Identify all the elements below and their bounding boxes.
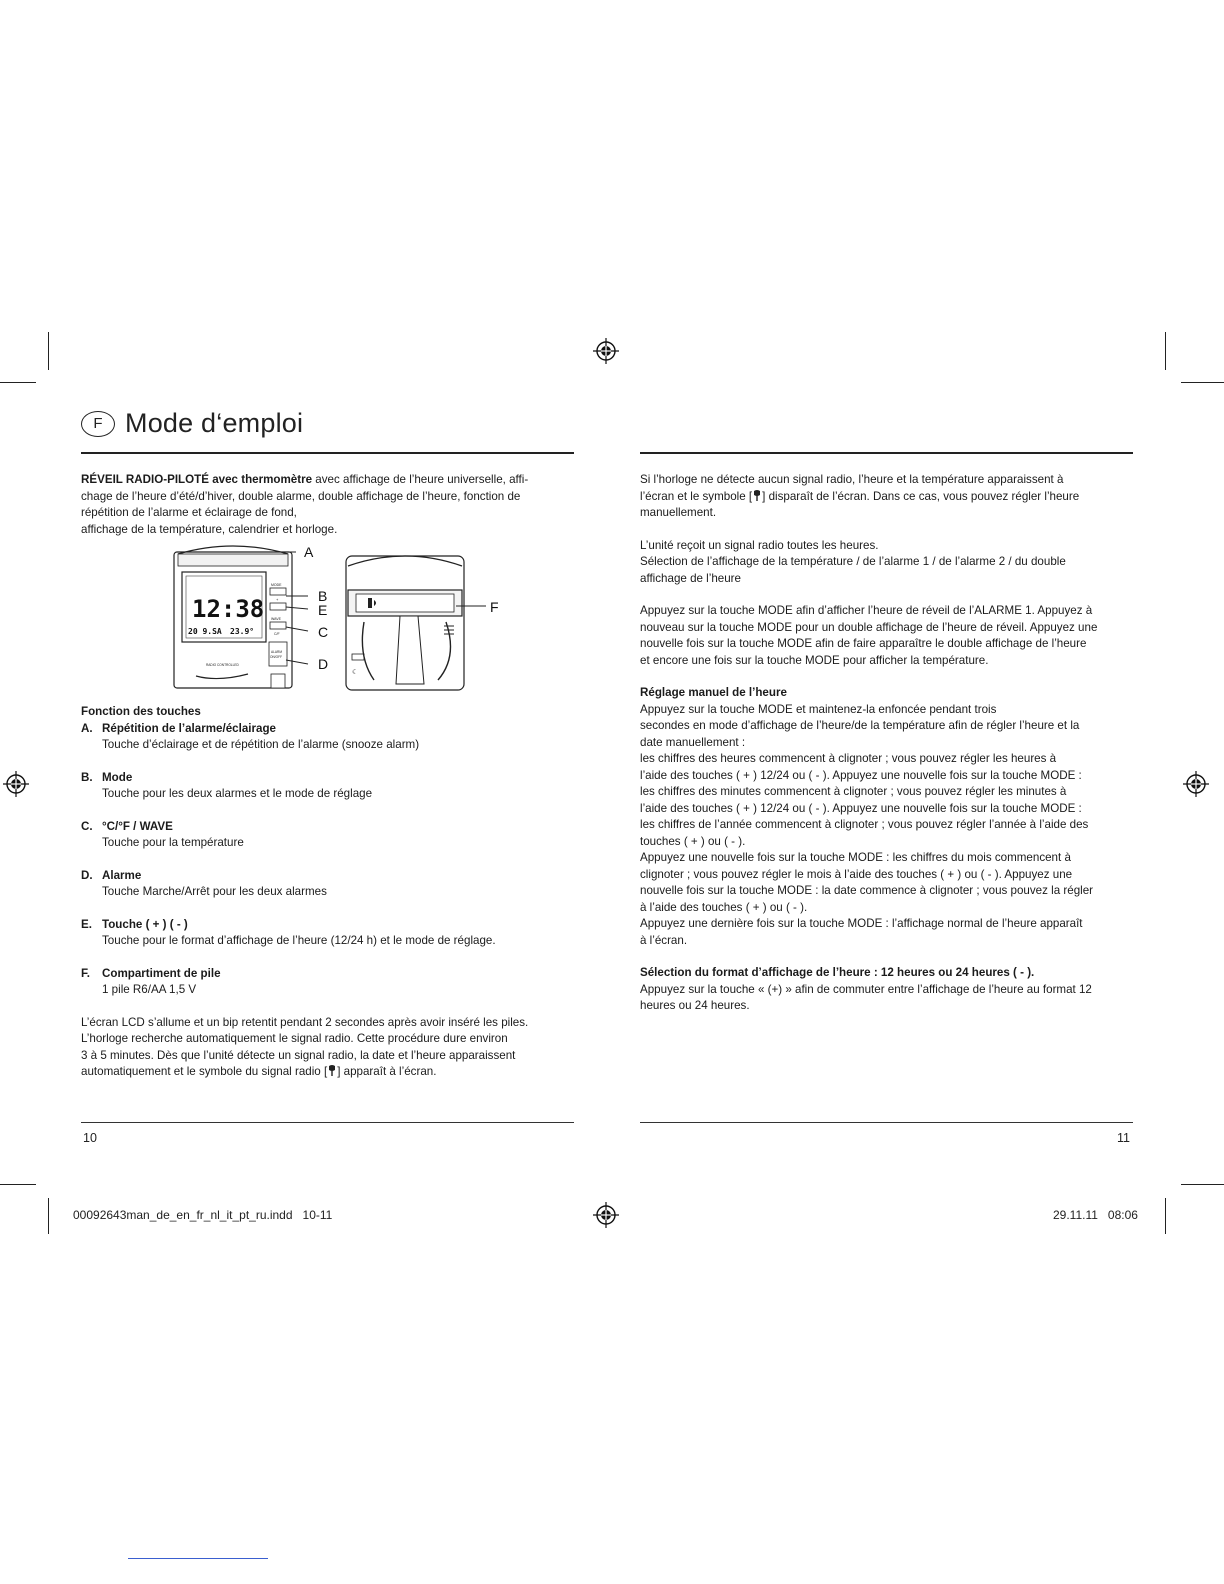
lcd-date: 20 9.SA (188, 627, 222, 636)
crop-mark (0, 382, 36, 383)
label-f: F (490, 599, 499, 615)
label-d: D (318, 656, 329, 672)
svg-text:MODE: MODE (271, 583, 282, 587)
page-number-right: 11 (1117, 1131, 1130, 1145)
alarm-button (269, 642, 287, 666)
left-column: RÉVEIL RADIO-PILOTÉ avec thermomètre avec affichage de l’heure universelle, affi- chage de l’heure d’été/d’hiver, double alarme, double affichage de l’heure, fonction de répétition de l’alarme et éclairage de fond, affichage de la température, calendrier et horloge. (81, 472, 574, 538)
lcd-paragraph: L’écran LCD s’allume et un bip retentit pendant 2 secondes après avoir inséré les piles. (81, 1015, 529, 1029)
label-e: E (318, 602, 328, 618)
function-item: F. Compartiment de pile (81, 966, 221, 980)
edge-line (128, 1558, 268, 1559)
format-heading: Sélection du format d’affichage de l’heure : 12 heures ou 24 heures ( - ). (640, 966, 1035, 979)
clock-diagram (168, 542, 508, 694)
svg-text:C/F: C/F (274, 632, 280, 636)
registration-mark-icon (3, 771, 29, 797)
function-item: B. Mode (81, 770, 133, 784)
lcd-temp: 23.9° (230, 627, 255, 636)
crop-mark (48, 1198, 49, 1234)
label-c: C (318, 624, 329, 640)
crop-mark (0, 1184, 36, 1185)
registration-mark-icon (1183, 771, 1209, 797)
label-a: A (304, 544, 314, 560)
crop-mark (1165, 1198, 1166, 1234)
intro-paragraph: RÉVEIL RADIO-PILOTÉ avec thermomètre avec affichage de l’heure universelle, affi- (81, 473, 529, 486)
header-rule-right (640, 452, 1133, 454)
function-item: E. Touche ( + ) ( - ) (81, 917, 188, 931)
label-b: B (318, 588, 328, 604)
plus-button (270, 603, 286, 610)
registration-mark-icon (593, 338, 619, 364)
svg-text:WAVE: WAVE (271, 617, 281, 621)
crop-mark (48, 332, 49, 370)
functions-section: Fonction des touches A. Répétition de l’alarme/éclairage Touche d’éclairage et de répétition de l’alarme (snooze alarm) B. Mode Touche pour les deux alarmes et le mode de réglage C. °C/°F / WAVE Touche pour la température D. Alarme Touche Marche/Arrêt pour les deux alarmes E. Touche ( + ) ( - ) Touche pour le format d’affichage de l’heure (12/24 h) et le mode de réglage. F. Compartiment de pile 1 pile R6/AA 1,5 V L’écran LCD s’allume et un bip retentit pendant 2 secondes après avoir inséré les piles. L’horloge recherche automatiquement le signal radio. Cette procédure dure environ 3 à 5 minutes. Dès que l’unité détecte un signal radio, la date et l’heure apparaissent automatiquement et le symbole du signal radio [ ] apparaît à l’écran. (81, 704, 574, 1081)
radio-signal-icon (327, 1065, 337, 1076)
manual-heading: Réglage manuel de l’heure (640, 686, 787, 699)
footer-rule-right (640, 1122, 1133, 1123)
brand-label: RADIO CONTROLLED (206, 663, 239, 667)
svg-text:ON/OFF: ON/OFF (270, 655, 283, 659)
registration-mark-icon (593, 1202, 619, 1228)
crop-mark (1181, 1184, 1224, 1185)
crop-mark (1165, 332, 1166, 370)
file-slug: 00092643man_de_en_fr_nl_it_pt_ru.indd 10-11 (73, 1208, 333, 1222)
lcd-time: 12:38 (192, 595, 265, 623)
language-badge: F (81, 411, 115, 437)
functions-heading: Fonction des touches (81, 705, 201, 718)
svg-text:+: + (276, 597, 279, 602)
wave-button (270, 622, 286, 629)
svg-text:ALARM: ALARM (271, 650, 282, 654)
right-column: Si l’horloge ne détecte aucun signal radio, l’heure et la température apparaissent à l’écran et le symbole [ ] disparaît de l’écran. Dans ce cas, vous pouvez régler l’heure manuellement. L’unité reçoit un signal radio toutes les heures. Sélection de l’affichage de la température / de l’alarme 1 / de l’alarme 2 / du double affichage de l’heure Appuyez sur la touche MODE afin d’afficher l’heure de réveil de l’ALARME 1. Appuyez à nouveau sur la touche MODE pour un double affichage de l’heure de réveil. Appuyez une nouvelle fois sur la touche MODE afin de faire apparaître le double affichage de l’heure et encore une fois sur la touche MODE pour afficher la température. Réglage manuel de l’heure Appuyez sur la touche MODE et maintenez-la enfoncée pendant trois secondes en mode d’affichage de l’heure/de la température afin de régler l’heure et la date manuellement : les chiffres des heures commencent à clignoter ; vous pouvez régler les heures à l’aide des touches ( + ) 12/24 ou ( - ). Appuyez une nouvelle fois sur la touche MODE : les chiffres des minutes commencent à clignoter ; vous pouvez régler les minutes à l’aide des touches ( + ) 12/24 ou ( - ). Appuyez une nouvelle fois sur la touche MODE : les chiffres de l’année commencent à clignoter ; vous pouvez régler l’année à l’aide des touches ( + ) ou ( - ). Appuyez une nouvelle fois sur la touche MODE : les chiffres du mois commencent à clignoter ; vous pouvez régler le mois à l’aide des touches ( + ) ou ( - ). Appuyez une nouvelle fois sur la touche MODE : la date commence à clignoter ; vous pouvez la régler à l’aide des touches ( + ) ou ( - ). Appuyez une dernière fois sur la touche MODE : l’affichage normal de l’heure apparaît à l’écran. Sélection du format d’affichage de l’heure : 12 heures ou 24 heures ( - ). Appuyez sur la touche « (+) » afin de commuter entre l’affichage de l’heure au format 12 heures ou 24 heures. (640, 472, 1133, 1015)
page-title (81, 408, 303, 439)
header-rule-left (81, 452, 574, 454)
crop-mark (1181, 382, 1224, 383)
page-number-left: 10 (83, 1131, 97, 1145)
mode-button (270, 588, 286, 595)
title-text: Mode d‘emploi (125, 408, 304, 438)
function-item: D. Alarme (81, 868, 142, 882)
radio-signal-icon (752, 490, 762, 501)
print-timestamp: 29.11.11 08:06 (1053, 1208, 1138, 1222)
function-item: C. °C/°F / WAVE (81, 819, 173, 833)
footer-rule-left (81, 1122, 574, 1123)
svg-text:☾: ☾ (352, 669, 359, 676)
function-item: A. Répétition de l’alarme/éclairage (81, 721, 276, 735)
